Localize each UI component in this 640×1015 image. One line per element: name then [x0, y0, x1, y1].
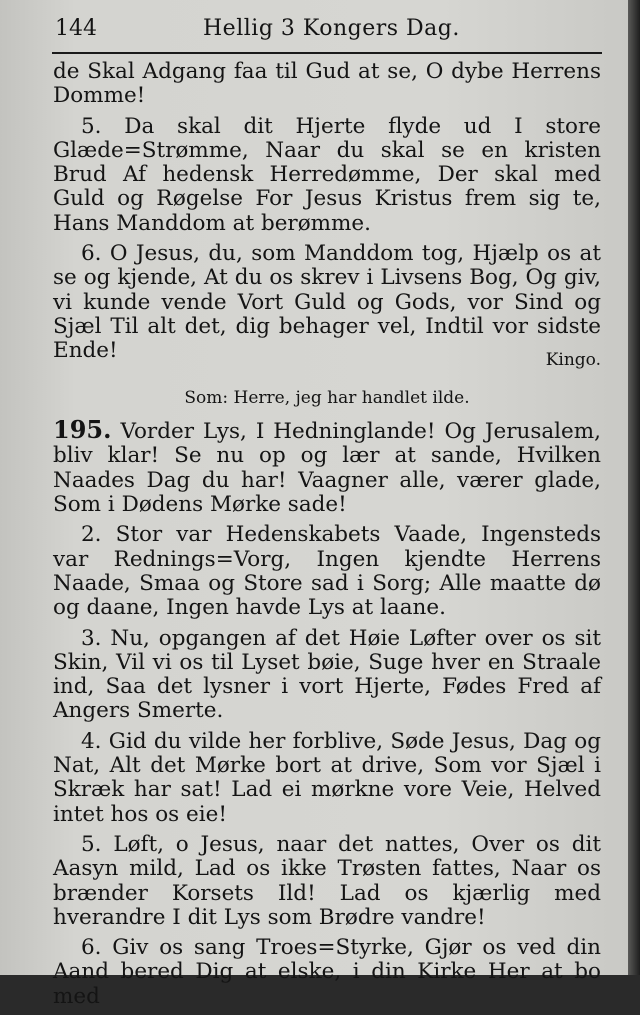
verse-5-prev: 5. Da skal dit Hjerte flyde ud I store Glæde=Strømme, Naar du skal se en kristen Brud Af hedensk Herredømme, Der skal med Guld og Røgelse For Jesus Kristus frem sig te, Hans Manddom at berømme.: [53, 113, 601, 236]
page-number: 144: [55, 16, 97, 41]
page-header: [55, 16, 600, 46]
author-signature: Kingo.: [545, 349, 601, 370]
header-rule: [52, 52, 602, 54]
verse-6-prev: [53, 242, 601, 363]
melody-line: Som: Herre, jeg har handlet ilde.: [184, 387, 470, 408]
hymn-195-verse-2: 2. Stor var Hedenskabets Vaade, Ingensteds var Rednings=Vorg, Ingen kjendte Herrens Naade, Smaa og Store sad i Sorg; Alle maatte dø og daane, Ingen havde Lys at laane.: [53, 522, 601, 621]
hymn-195-verse-5: 5. Løft, o Jesus, naar det nattes, Over os dit Aasyn mild, Lad os ikke Trøsten fattes, Naar os brænder Korsets Ild! Lad os kjærlig med hverandre I dit Lys som Brødre vandre!: [53, 831, 601, 930]
running-title: Hellig 3 Kongers Dag.: [203, 16, 460, 41]
verse-1-text: Vorder Lys, I Hedninglande! Og Jerusalem, bliv klar! Se nu op og lær at sande, Hvilken Naades Dag du har! Vaagner alle, værer glade, Som i Dødens Mørke sade!: [53, 419, 601, 518]
page-body: [53, 60, 601, 1015]
hymn-195-verse-1: [53, 415, 601, 518]
hymn-195-verse-6: 6. Giv os sang Troes=Styrke, Gjør os ved din Aand bered Dig at elske, i din Kirke Her at bo med: [53, 935, 601, 1009]
page-edge: [628, 0, 640, 975]
hymn-195-verse-3: 3. Nu, opgangen af det Høie Løfter over os sit Skin, Vil vi os til Lyset bøie, Suge hver en Straale ind, Saa det lysner i vort Hjerte, Fødes Fred af Angers Smerte.: [53, 625, 601, 724]
verse-6-prev-text: 6. O Jesus, du, som Manddom tog, Hjælp os at se og kjende, At du os skrev i Livsens Bog, Og giv, vi kunde vende Vort Guld og Gods, vor Sind og Sjæl Til alt det, dig behager vel, Indtil vor sidste Ende!: [53, 241, 601, 364]
hymn-number: 195.: [53, 415, 112, 445]
hymn-continuation: de Skal Adgang faa til Gud at se, O dybe Herrens Domme!: [53, 59, 601, 109]
hymn-195-verse-4: 4. Gid du vilde her forblive, Søde Jesus, Dag og Nat, Alt det Mørke bort at drive, Som vor Sjæl i Skræk har sat! Lad ei mørkne vore Veie, Helved intet hos os eie!: [53, 728, 601, 827]
